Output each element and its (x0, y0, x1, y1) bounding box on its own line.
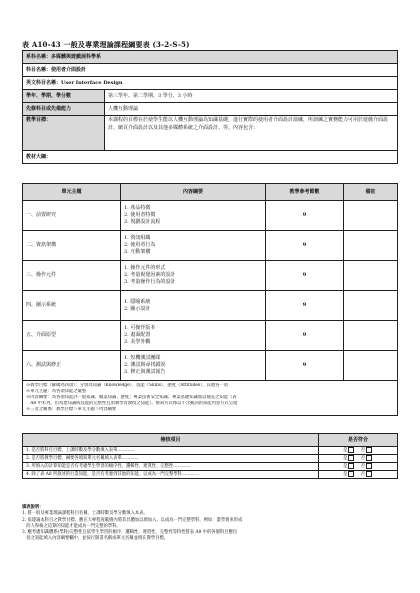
no-label: 否 (360, 456, 366, 461)
note-line: A8 中未列，但為達知識成技能的完整性且須教學者教授之知能），撰寫方式係以不含動詞的知能內容方式呈現 (26, 401, 238, 406)
units-header-unit: 單元主題 (23, 184, 121, 201)
table-row (23, 471, 398, 479)
checklist-table (22, 433, 398, 479)
unit-title: 一、前置研究 (23, 201, 121, 231)
program-name: 系科名稱：多媒體與遊戲展科學系 (23, 51, 398, 64)
yes-label: 是 (342, 448, 348, 453)
list-item: 3. 規劃設計流程 (124, 219, 161, 225)
unit-note (344, 231, 398, 261)
list-item: 3. 修正與測試報告 (124, 369, 166, 375)
unit-note (344, 291, 398, 321)
unit-note (344, 351, 398, 381)
unit-note (344, 321, 398, 351)
list-item: 1. 隱喻系統 (124, 298, 151, 305)
checklist-item: 2. 是否將教學目標、綱要各填寫單元名稱填入表單………… (23, 455, 319, 463)
yes-checkbox[interactable] (348, 447, 354, 453)
list-item: 1. 短機測試團隊 (124, 355, 161, 361)
no-checkbox[interactable] (366, 447, 372, 453)
note-line: ※三者之關係：教學目標＞單元主題＞內容綱要 (26, 407, 117, 412)
no-label: 否 (360, 448, 366, 453)
unit-note (344, 261, 398, 291)
list-item: 2. 測試與尋找錯誤 (124, 362, 166, 368)
year-value: 第三學年、第二學期、3 學分、3 小時 (105, 90, 398, 103)
remarks-title: 填表說明： (22, 505, 44, 510)
prereq-value: 人機互動理論 (105, 103, 398, 116)
checklist-header-item: 檢核項目 (23, 434, 319, 447)
prereq-label: 先修科目或先備能力 (23, 103, 105, 116)
list-item: 2. 考量視覺因素的設計 (124, 272, 176, 278)
remarks-line: 2. 依建議本科目之教學目標，應在大專程度範圍內將其具體加以填加入，以成為一門完整學科，例如：畫學會來形成 (22, 517, 243, 523)
list-item: 2. 圖示設計 (124, 305, 151, 312)
list-item: 1. 產品特徵 (124, 205, 151, 211)
list-item: 3. 互動架構 (124, 249, 151, 255)
no-checkbox[interactable] (366, 471, 372, 477)
table-row (23, 351, 398, 381)
note-line: ※單元主題：為各項知能之彙整 (26, 389, 87, 394)
unit-title: 三、操作元件 (23, 261, 121, 291)
list-item: 2. 畫面配置 (124, 332, 151, 338)
table-row (23, 447, 398, 455)
no-checkbox[interactable] (366, 463, 372, 469)
outline-label: 教材大綱： (23, 151, 398, 164)
unit-hours: 9 (266, 291, 344, 321)
yes-label: 是 (342, 456, 348, 461)
list-item: 1. 操作元件的形式 (124, 265, 166, 271)
yes-label: 是 (342, 472, 348, 477)
units-table (22, 183, 398, 416)
unit-title: 四、圖示系統 (23, 291, 121, 321)
course-name-en: 英文科目名稱：User Interface Design (23, 77, 398, 90)
checklist-item: 1. 是否將科目目標、上課時數及學分數填入表單………… (23, 447, 319, 455)
units-header-content: 內容綱要 (121, 184, 266, 201)
units-notes (23, 381, 398, 416)
remarks-line: 3. 應考慮知識體系(學科)完整性且依學生學習的順序、邏輯性、連貫性，完整性等特性將表 A8 中的各個科目應包 (22, 530, 238, 536)
goal-label: 教學目標： (23, 116, 105, 151)
remarks-line: 括之知能填入內容綱要欄中，並按行開書名稱成單元名稱並填在教學目標。 (22, 536, 169, 542)
table-row (23, 261, 398, 291)
note-line: ※教學目標（解碼為四項）：分別為知識（Knowledge）、技能（Skills）、態度（Attitudes）、其他各一項 (26, 383, 229, 388)
page-title: 表 A10-43 一般及專業理論課程綱要表 (3-2-S-5) (22, 40, 190, 49)
remarks-line: 1. 將一般及專業理論課程科目名稱、上課時數及學分數填入本表。 (22, 511, 148, 517)
yes-checkbox[interactable] (348, 471, 354, 477)
table-row (23, 455, 398, 463)
units-header-hours: 教學參考節數 (266, 184, 344, 201)
table-row (23, 231, 398, 261)
no-label: 否 (360, 472, 366, 477)
no-checkbox[interactable] (366, 455, 372, 461)
table-row (23, 291, 398, 321)
unit-hours: 9 (266, 261, 344, 291)
list-item: 1. 資訊組織 (124, 235, 151, 241)
yes-label: 是 (342, 464, 348, 469)
table-row (23, 463, 398, 471)
note-line: ※內容綱要：為各項知能評一般知識、職業知識、態度；專業技術安全知識；專業基礎知識加以補充之知能（表 (26, 395, 237, 400)
unit-hours: 9 (266, 321, 344, 351)
list-item: 3. 考量操作行為的設計 (124, 279, 176, 285)
table-row (23, 321, 398, 351)
list-item: 3. 美學外觀 (124, 339, 151, 345)
unit-hours: 9 (266, 231, 344, 261)
units-header-note: 備註 (344, 184, 398, 201)
unit-hours: 9 (266, 201, 344, 231)
yes-checkbox[interactable] (348, 463, 354, 469)
checklist-item: 4. 除了表 A8 所敘述的行業知能，是否有考慮到其他的知能，以成為一門完整學科………… (23, 471, 319, 479)
no-label: 否 (360, 464, 366, 469)
unit-title: 二、資訊架構 (23, 231, 121, 261)
list-item: 2. 使用者特徵 (124, 212, 156, 218)
unit-hours: 9 (266, 351, 344, 381)
year-label: 學年、學期、學分數 (23, 90, 105, 103)
checklist-header-compliance: 是否符合 (319, 434, 398, 447)
goal-value: 本課程的目標在於使學生能以人機互動理論為知識基礎，進行實際的使用者介面設計演練，所訓練之實務能力可用於遊戲介面設計、網頁介面設計以及其他多媒體系統之介面設計。等。內容包含： (105, 116, 398, 151)
checklist-item: 3. 所填入的計算知能是否有考慮學生學習的順序性、邏輯性、連貫性、完整性………… (23, 463, 319, 471)
course-info-table (22, 50, 398, 164)
unit-note (344, 201, 398, 231)
yes-checkbox[interactable] (348, 455, 354, 461)
list-item: 2. 使用者行為 (124, 242, 156, 248)
remarks-section (22, 505, 402, 543)
table-row (23, 201, 398, 231)
course-name-cn: 科目名稱：使用者介面設計 (23, 64, 398, 77)
remarks-line: 的人和核之這算的知能才能成為一門完整的學科。 (22, 523, 121, 529)
list-item: 1. 可操作版本 (124, 325, 156, 331)
unit-title: 五、介面原型 (23, 321, 121, 351)
unit-title: 六、測試與修正 (23, 351, 121, 381)
